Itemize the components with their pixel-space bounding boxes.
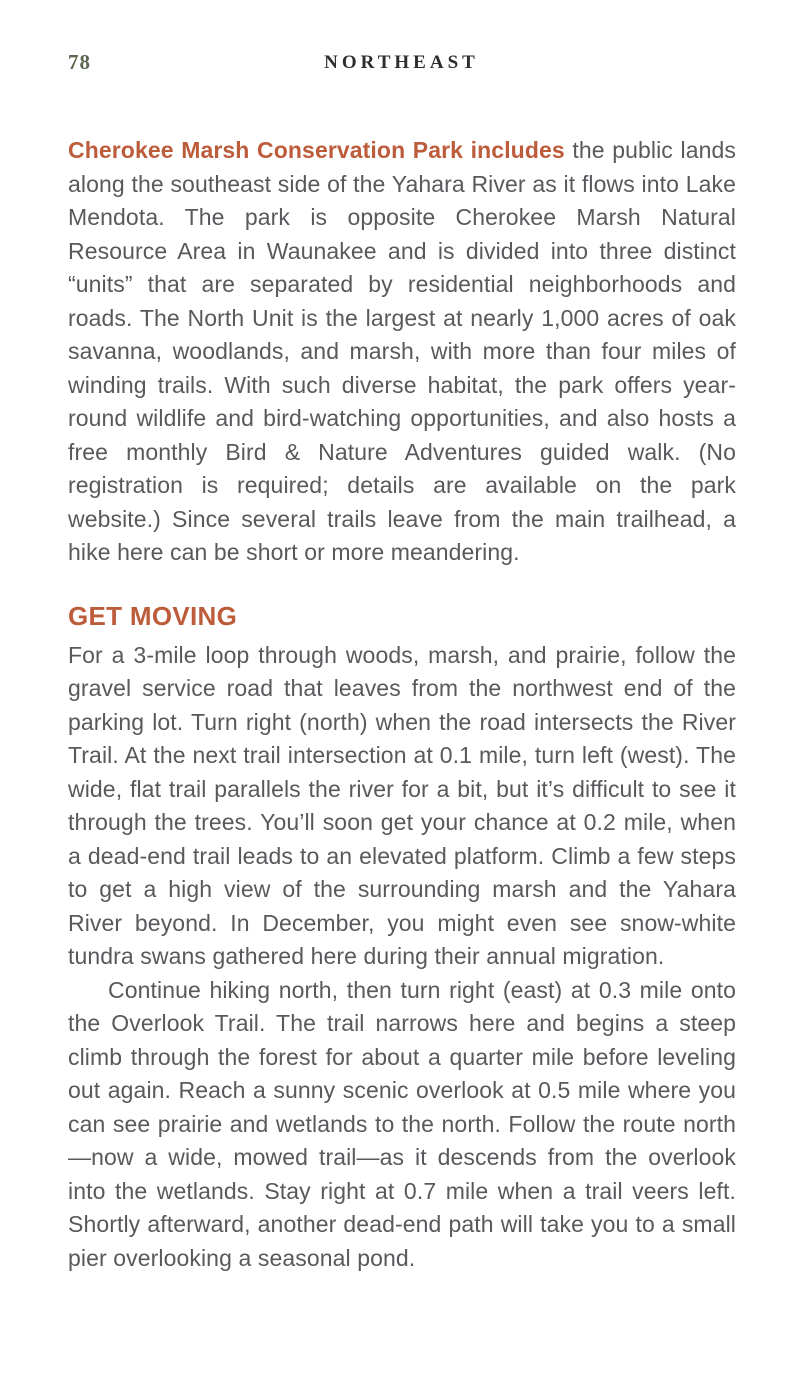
get-moving-paragraph-1: For a 3-mile loop through woods, marsh, and prairie, follow the gravel service road that leaves from the northwest end of the parking lot. Turn right (north) when the road intersects the River Trail. At the next trail intersection at 0.1 mile, turn left (west). The wide, flat trail parallels the river for a bit, but it’s difficult to see it through the trees. You’ll soon get your chance at 0.2 mile, when a dead-end trail leads to an elevated platform. Climb a few steps to get a high view of the surrounding marsh and the Yahara River beyond. In December, you might even see snow-white tundra swans gathered here during their annual migration. xyxy=(68,641,736,969)
page-content xyxy=(68,134,736,1275)
page-number: 78 xyxy=(68,50,91,74)
get-moving-heading: GET MOVING xyxy=(68,600,238,631)
get-moving-paragraph-2: Continue hiking north, then turn right (east) at 0.3 mile onto the Overlook Trail. The trail narrows here and begins a steep climb through the forest for about a quarter mile before leveling out again. Reach a sunny scenic overlook at 0.5 mile where you can see prairie and wetlands to the north. Follow the route north—now a wide, mowed trail—as it descends from the overlook into the wetlands. Stay right at 0.7 mile when a trail veers left. Shortly afterward, another dead-end path will take you to a small pier overlooking a seasonal pond. xyxy=(68,976,736,1271)
park-name-lead-in: Cherokee Marsh Conservation Park includes xyxy=(68,137,565,163)
intro-paragraph xyxy=(68,134,736,570)
intro-text: the public lands along the southeast side of the Yahara River as it flows into Lake Mendota. The park is opposite Cherokee Marsh Natural Resource Area in Waunakee and is divided into three distinct “units” that are separated by residential neighborhoods and roads. The North Unit is the largest at nearly 1,000 acres of oak savanna, woodlands, and marsh, with more than four miles of winding trails. With such diverse habitat, the park offers year-round wildlife and bird-watching opportunities, and also hosts a free monthly Bird & Nature Adventures guided walk. (No registration is required; details are available on the park website.) Since several trails leave from the main trailhead, a hike here can be short or more meandering. xyxy=(68,137,736,565)
running-head xyxy=(68,50,735,76)
section-title: NORTHEAST xyxy=(324,52,479,73)
